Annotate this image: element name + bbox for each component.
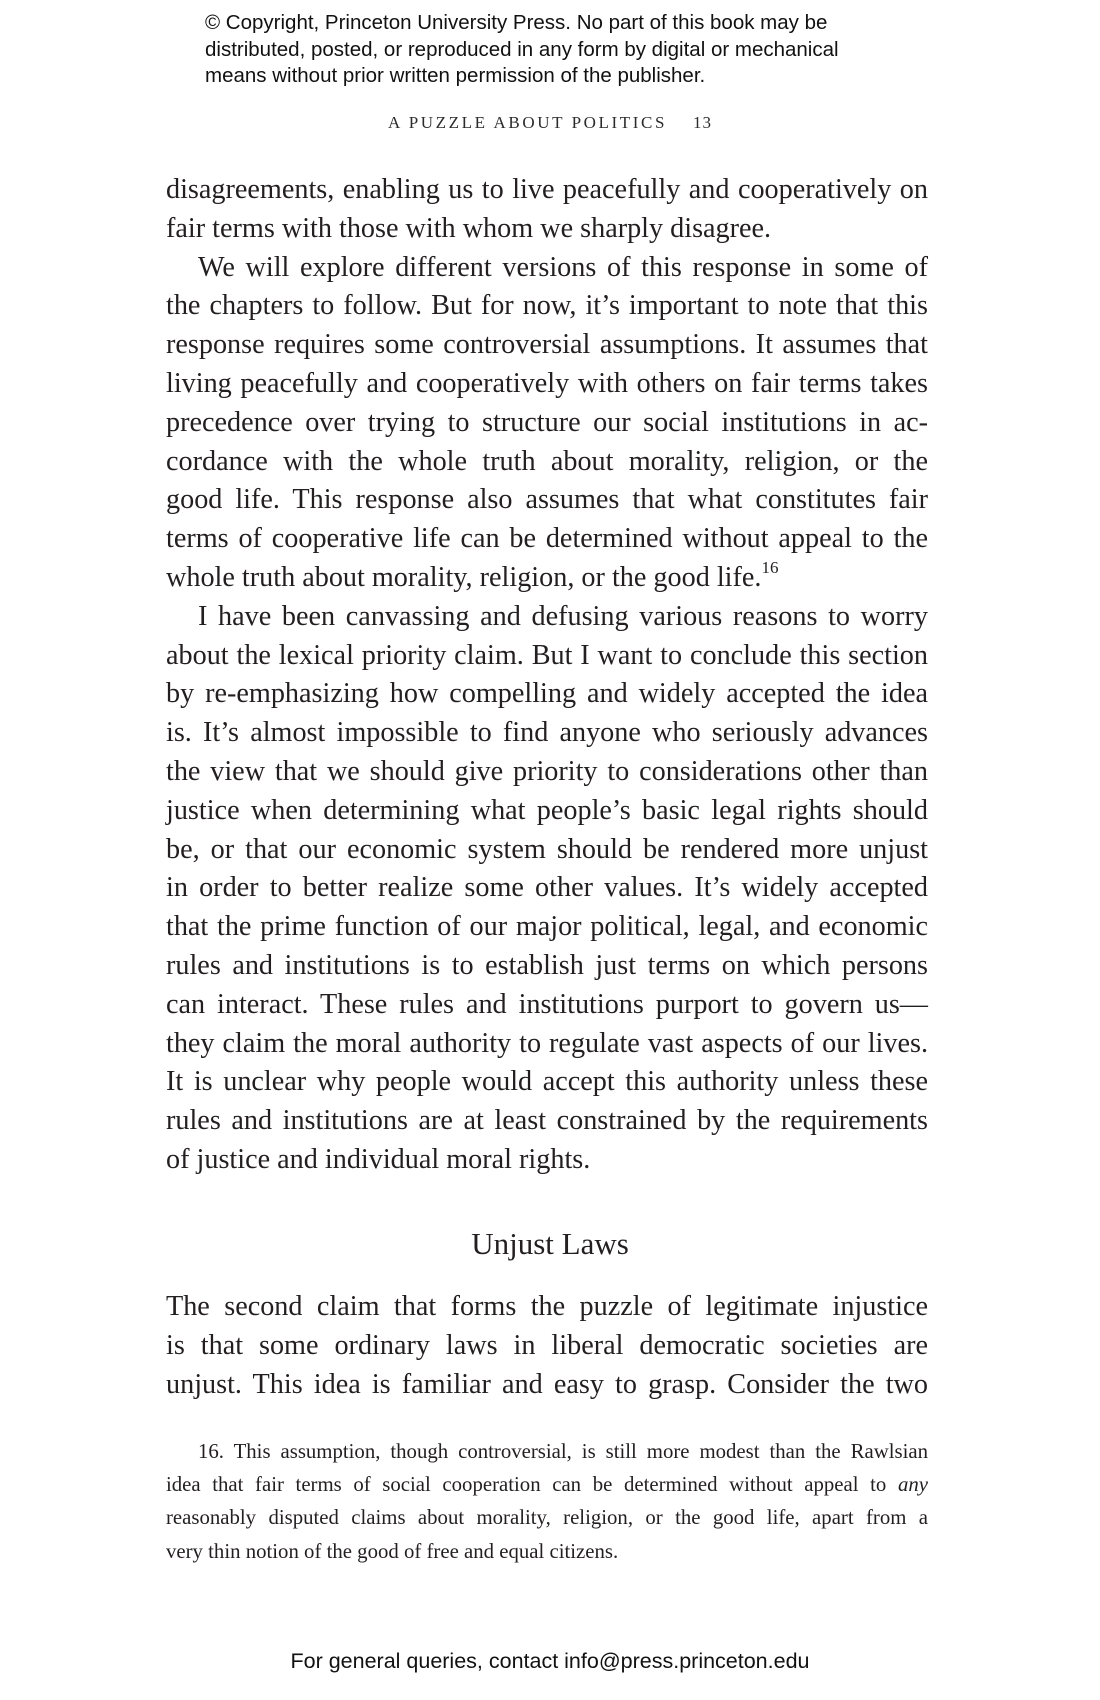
footer-contact: For general queries, contact info@press.princeton.edu [290, 1649, 810, 1673]
text-line: cordance with the whole truth about morality, religion, or the [166, 445, 928, 477]
text-line: living peacefully and cooperatively with others on fair terms takes [166, 367, 928, 399]
text-line: that the prime function of our major political, legal, and economic [166, 911, 928, 943]
footnote-emphasis: any [897, 1473, 928, 1497]
text-line-content: whole truth about morality, religion, or the good life. [166, 561, 762, 593]
copyright-line: means without prior written permission of the publisher. [205, 64, 706, 87]
text-line: is that some ordinary laws in liberal democratic societies are [166, 1329, 928, 1361]
text-line: the view that we should give priority to considerations other than [166, 755, 928, 787]
text-line: of justice and individual moral rights. [166, 1143, 591, 1175]
text-line: response requires some controversial assumptions. It assumes that [166, 329, 928, 361]
text-line: be, or that our economic system should be rendered more unjust [166, 833, 928, 865]
footnote-reference[interactable]: 16 [761, 557, 779, 577]
text-line: about the lexical priority claim. But I want to conclude this section [166, 639, 928, 671]
running-head-title: A PUZZLE ABOUT POLITICS [387, 113, 668, 132]
running-head [0, 113, 1100, 133]
copyright-line: distributed, posted, or reproduced in any form by digital or mechanical [205, 37, 839, 61]
text-line: they claim the moral authority to regulate vast aspects of our lives. [166, 1027, 928, 1059]
text-line: It is unclear why people would accept this authority unless these [166, 1066, 928, 1098]
footnote-line: reasonably disputed claims about morality, religion, or the good life, apart from a [166, 1506, 928, 1530]
page-number: 13 [693, 113, 713, 132]
text-line: fair terms with those with whom we sharply disagree. [166, 212, 772, 244]
text-line: rules and institutions are at least constrained by the requirements [166, 1105, 928, 1137]
section-heading: Unjust Laws [471, 1226, 629, 1261]
text-line: the chapters to follow. But for now, it’s important to note that this [166, 290, 928, 322]
text-line: good life. This response also assumes that what constitutes fair [166, 484, 928, 516]
body-text [166, 171, 928, 1180]
text-line: justice when determining what people’s basic legal rights should [166, 794, 928, 826]
text-line: The second claim that forms the puzzle of legitimate injustice [166, 1291, 928, 1322]
text-line: is. It’s almost impossible to find anyone who seriously advances [166, 717, 928, 749]
footnote-line-content: idea that fair terms of social cooperation can be determined without appeal to [166, 1473, 898, 1497]
footnote-line: 16. This assumption, though controversial, is still more modest than the Rawlsian [198, 1440, 928, 1463]
copyright-line: © Copyright, Princeton University Press. No part of this book may be [205, 11, 828, 34]
footnote [166, 1435, 928, 1568]
text-line: terms of cooperative life can be determined without appeal to the [166, 523, 928, 555]
text-line: disagreements, enabling us to live peacefully and cooperatively on [166, 174, 928, 205]
text-line: unjust. This idea is familiar and easy to grasp. Consider the two [166, 1368, 928, 1400]
body-text-section [166, 1288, 928, 1404]
text-line: I have been canvassing and defusing various reasons to worry [198, 600, 928, 632]
text-line: in order to better realize some other values. It’s widely accepted [166, 872, 928, 904]
footnote-line: very thin notion of the good of free and equal citizens. [166, 1539, 619, 1563]
text-line: can interact. These rules and institutions purport to govern us— [166, 988, 928, 1020]
text-line: by re-emphasizing how compelling and widely accepted the idea [166, 678, 928, 710]
text-line [166, 559, 928, 598]
text-line: We will explore different versions of this response in some of [198, 251, 928, 283]
copyright-notice [205, 10, 965, 90]
text-line: rules and institutions is to establish just terms on which persons [166, 949, 928, 981]
footnote-line [166, 1468, 928, 1501]
text-line: precedence over trying to structure our social institutions in ac- [166, 406, 928, 438]
